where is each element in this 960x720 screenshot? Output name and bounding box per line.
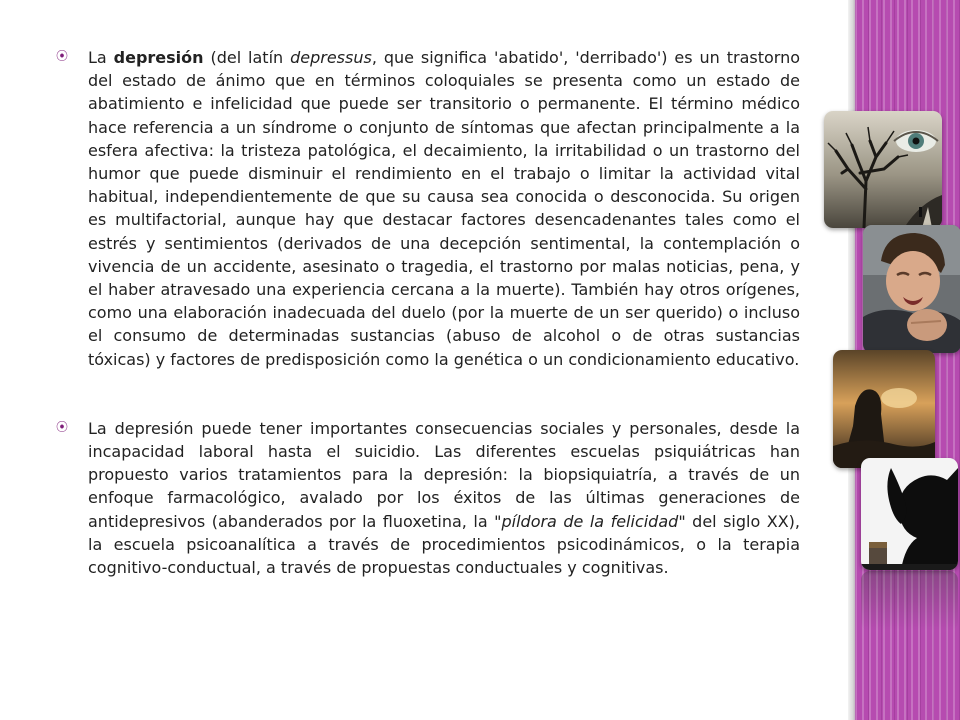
term-depresion: depresión — [113, 48, 204, 67]
term-depressus: depressus — [290, 48, 372, 67]
paragraph-definition: La depresión (del latín depressus, que significa 'abatido', 'derribado') es un trastorno del estado de ánimo que en términos coloquiales se presenta como un estado de abatimiento e infelicidad que puede ser transitorio o permanente. El término médico hace referencia a un síndrome o conjunto de síntomas que afectan principalmente a la esfera afectiva: la tristeza patológica, el decaimiento, la irritabilidad o un trastorno del humor que puede disminuir el rendimiento en el trabajo o limitar la actividad vital habitual, independientemente de que su causa sea conocida o desconocida. Su origen es multifactorial, aunque hay que destacar factores desencadenantes tales como el estrés y sentimientos (derivados de una decepción sentimental, la contemplación o vivencia de un accidente, asesinato o tragedia, el trastorno por malas noticias, pena, y el haber atravesado una experiencia cercana a la muerte). También hay otros orígenes, como una elaboración inadecuada del duelo (por la muerte de un ser querido) o incluso el consumo de determinadas sustancias (abuso de alcohol o de otras sustancias tóxicas) y factores de predisposición como la genética o un condicionamiento educativo. — [88, 48, 800, 369]
crying-man-photo — [863, 225, 960, 353]
bullet-icon: ⦿ — [56, 49, 69, 63]
bullet-item-consequences — [56, 417, 800, 579]
term-pildora-felicidad: píldora de la felicidad — [501, 511, 679, 531]
bullet-icon: ⦿ — [56, 419, 69, 434]
surreal-tree-eye-photo — [824, 111, 942, 228]
silhouette-head-in-hand-photo — [861, 458, 958, 570]
paragraph-consequences: La depresión puede tener importantes consecuencias sociales y personales, desde la incapacidad laboral hasta el suicidio. Las diferentes escuelas psiquiátricas han propuesto varios tratamientos para la depresión: la biopsiquiatría, a través de un enfoque farmacológico, avalado por los éxitos de las últimas generaciones de antidepresivos (abanderados por la fluoxetina, la "píldora de la felicidad" del siglo XX), la escuela psicoanalítica a través de procedimientos psicodinámicos, o la terapia cognitivo-conductual, a través de propuestas conductuales y cognitivas. — [88, 418, 801, 578]
photo-reflection — [861, 571, 958, 631]
slide-content — [56, 46, 800, 579]
hooded-figure-sunset-photo — [833, 350, 935, 468]
bullet-item-definition — [56, 46, 800, 371]
